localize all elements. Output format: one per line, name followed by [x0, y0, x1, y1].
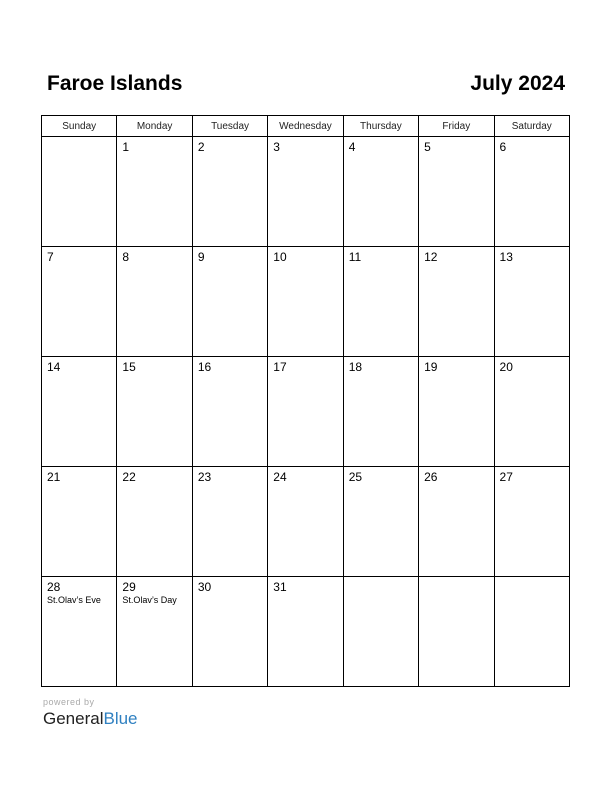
day-number: [42, 137, 116, 140]
day-number: 22: [122, 470, 136, 484]
day-cell: [343, 577, 418, 687]
day-number: 9: [197, 250, 205, 264]
day-cell: [268, 467, 343, 577]
day-number: 2: [197, 140, 205, 154]
day-cell: [343, 247, 418, 357]
day-cell: [343, 467, 418, 577]
day-cell: [494, 247, 569, 357]
day-number: 10: [273, 250, 287, 264]
day-cell: [419, 577, 494, 687]
day-cell: [192, 247, 267, 357]
day-cell: [268, 247, 343, 357]
day-cell: [42, 577, 117, 687]
day-cell: [117, 577, 192, 687]
day-cell: [42, 247, 117, 357]
weekday-header: Wednesday: [268, 116, 343, 137]
day-cell: [419, 357, 494, 467]
day-number: 16: [197, 360, 212, 374]
day-number: 8: [122, 250, 130, 264]
week-row: [42, 357, 570, 467]
day-number: 23: [197, 470, 212, 484]
day-number: 1: [122, 140, 130, 154]
calendar-body: [42, 137, 570, 687]
day-cell: [117, 137, 192, 247]
day-cell: [192, 467, 267, 577]
day-cell: [192, 357, 267, 467]
day-number: 13: [499, 250, 513, 264]
weekday-header: Sunday: [42, 116, 117, 137]
day-number: 11: [348, 250, 362, 264]
day-cell: [268, 137, 343, 247]
day-number: 7: [47, 250, 54, 264]
day-cell: [419, 247, 494, 357]
day-number: [495, 577, 569, 580]
day-number: 20: [499, 360, 513, 374]
day-number: 31: [273, 580, 287, 594]
day-cell: [419, 137, 494, 247]
weekday-header: Saturday: [494, 116, 569, 137]
day-cell: [494, 357, 569, 467]
holiday-label: St.Olav’s Eve: [47, 595, 101, 605]
weekday-header-row: [42, 116, 570, 137]
month-year-title: July 2024: [470, 72, 565, 95]
day-number: 26: [424, 470, 438, 484]
day-number: [344, 577, 418, 580]
day-number: 25: [348, 470, 363, 484]
week-row: [42, 467, 570, 577]
weekday-header: Friday: [419, 116, 494, 137]
day-cell: [42, 467, 117, 577]
day-number: 19: [424, 360, 438, 374]
day-cell: [268, 577, 343, 687]
day-cell: [192, 577, 267, 687]
brand-name-part2: Blue: [103, 709, 138, 728]
day-cell: [42, 137, 117, 247]
day-number: 4: [348, 140, 356, 154]
day-cell: [268, 357, 343, 467]
day-cell: [494, 577, 569, 687]
brand-logo: [43, 709, 138, 729]
day-number: 5: [424, 140, 431, 154]
day-cell: [343, 357, 418, 467]
day-cell: [117, 357, 192, 467]
day-number: 29: [122, 580, 136, 594]
weekday-header: Thursday: [343, 116, 418, 137]
day-number: [419, 577, 493, 580]
footer-logo: [43, 697, 138, 729]
day-cell: [42, 357, 117, 467]
day-number: 6: [499, 140, 507, 154]
week-row: [42, 137, 570, 247]
day-cell: [343, 137, 418, 247]
day-number: 24: [273, 470, 287, 484]
powered-by-text: powered by: [43, 697, 95, 707]
day-cell: [117, 467, 192, 577]
day-cell: [192, 137, 267, 247]
day-number: 15: [122, 360, 136, 374]
day-number: 21: [47, 470, 61, 484]
day-cell: [494, 137, 569, 247]
brand-name-part1: General: [43, 709, 104, 728]
country-title: Faroe Islands: [47, 72, 183, 95]
day-number: 3: [273, 140, 280, 154]
calendar-grid: [41, 115, 570, 687]
holiday-label: St.Olav’s Day: [122, 595, 177, 605]
week-row: [42, 247, 570, 357]
day-number: 27: [499, 470, 513, 484]
day-cell: [494, 467, 569, 577]
day-number: 28: [47, 580, 61, 594]
day-number: 30: [197, 580, 212, 594]
day-number: 17: [273, 360, 287, 374]
day-number: 18: [348, 360, 363, 374]
day-cell: [419, 467, 494, 577]
day-number: 12: [424, 250, 438, 264]
day-number: 14: [47, 360, 61, 374]
week-row: [42, 577, 570, 687]
day-cell: [117, 247, 192, 357]
weekday-header: Tuesday: [192, 116, 267, 137]
weekday-header: Monday: [117, 116, 192, 137]
